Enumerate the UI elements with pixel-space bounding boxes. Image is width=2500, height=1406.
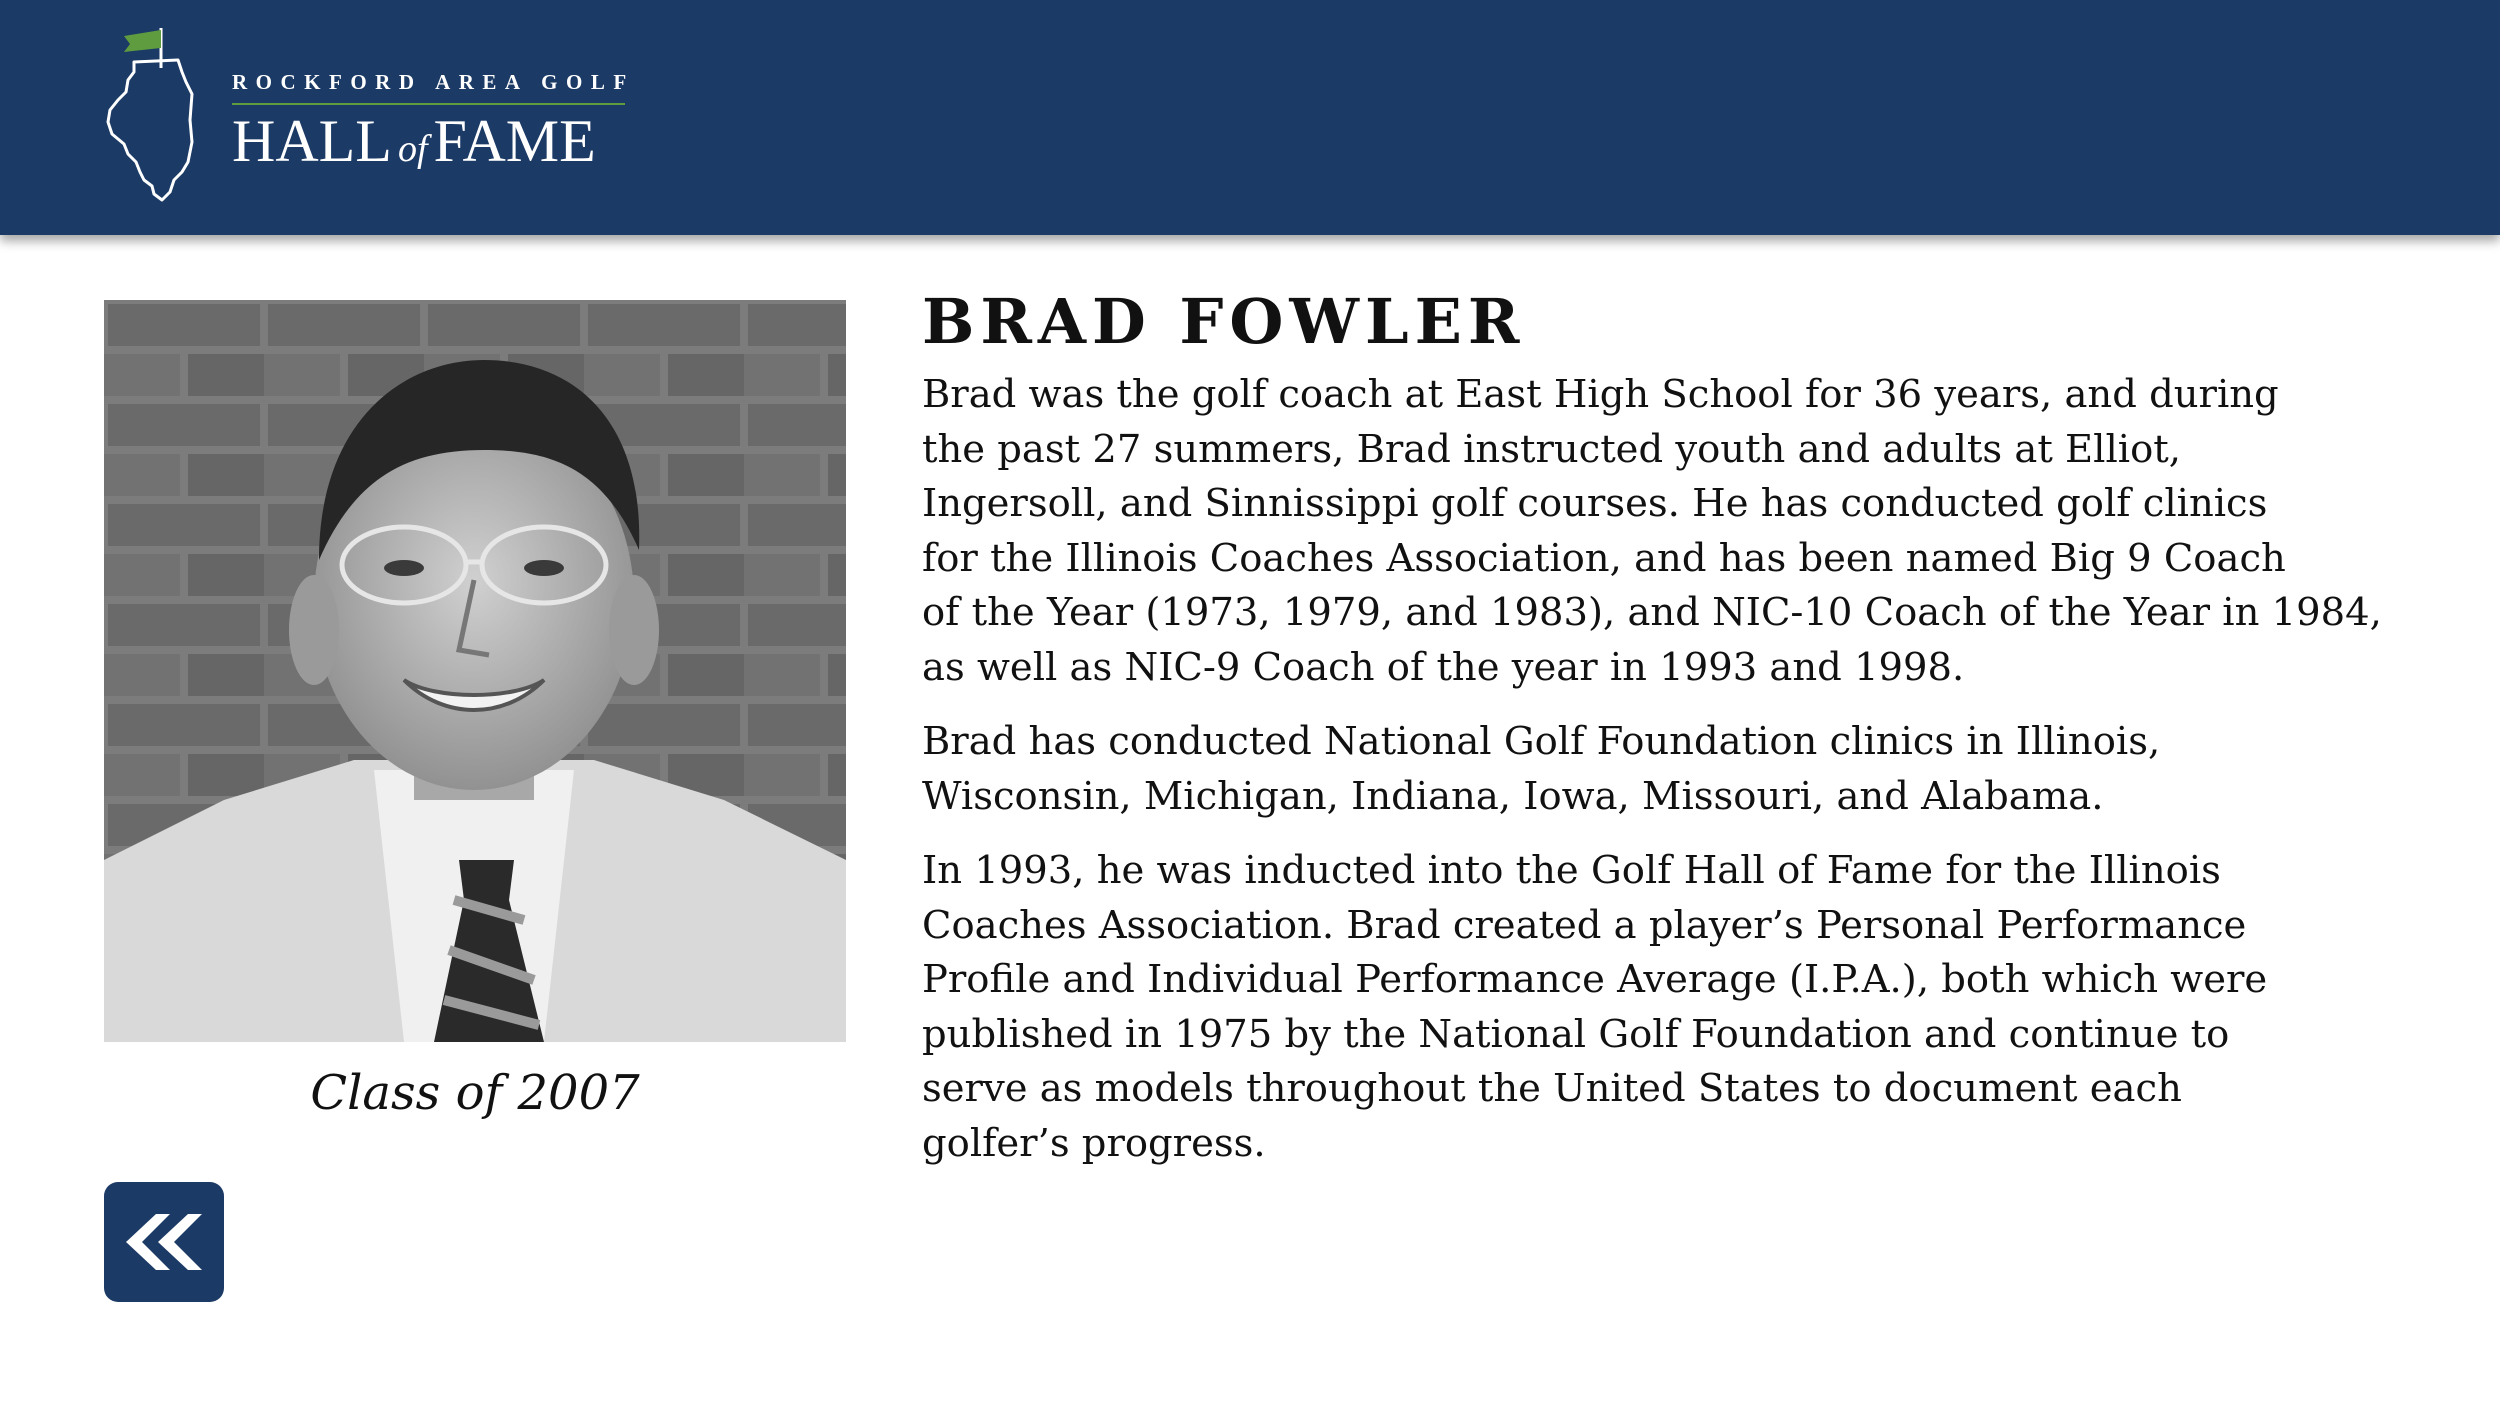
bio-line: serve as models throughout the United States to document each <box>922 1066 2182 1111</box>
bio-paragraph-1 <box>922 368 2402 695</box>
logo-divider <box>232 103 625 105</box>
logo-title <box>232 108 635 179</box>
bio-line: In 1993, he was inducted into the Golf Hall of Fame for the Illinois <box>922 848 2221 893</box>
logo-of: of <box>397 128 428 170</box>
bio-line: of the Year (1973, 1979, and 1983), and NIC-10 Coach of the Year in 1984, <box>922 590 2382 635</box>
logo-hall: HALL <box>232 108 392 174</box>
bio-line: Coaches Association. Brad created a player’s Personal Performance <box>922 902 2247 948</box>
logo-subtitle: ROCKFORD AREA GOLF <box>232 70 635 94</box>
bio-line: golfer’s progress. <box>922 1120 1266 1166</box>
hall-of-fame-logo[interactable] <box>100 22 660 202</box>
bio-line: Wisconsin, Michigan, Indiana, Iowa, Missouri, and Alabama. <box>922 773 2104 819</box>
bio-line: Brad was the golf coach at East High School for 36 years, and during <box>922 372 2279 417</box>
logo-wordmark <box>232 70 635 179</box>
bio-line: the past 27 summers, Brad instructed youth and adults at Elliot, <box>922 426 2181 472</box>
illinois-flag-icon <box>100 22 200 202</box>
bio-paragraph-2 <box>922 715 2402 824</box>
portrait-photo <box>104 300 846 1042</box>
bio-line: published in 1975 by the National Golf Foundation and continue to <box>922 1011 2230 1057</box>
inductee-bio <box>922 286 2402 1191</box>
inductee-photo <box>104 300 846 1042</box>
bio-line: Ingersoll, and Sinnissippi golf courses. He has conducted golf clinics <box>922 481 2268 526</box>
bio-line: as well as NIC-9 Coach of the year in 1993 and 1998. <box>922 644 1965 690</box>
bio-line: Brad has conducted National Golf Foundation clinics in Illinois, <box>922 719 2161 764</box>
inductee-name: BRAD FOWLER <box>922 285 1526 358</box>
logo-fame: FAME <box>433 108 596 174</box>
header-bar <box>0 0 2500 235</box>
bio-line: for the Illinois Coaches Association, and has been named Big 9 Coach <box>922 535 2286 581</box>
class-year-caption: Class of 2007 <box>310 1065 640 1121</box>
double-chevron-left-icon <box>126 1214 202 1270</box>
bio-paragraph-3 <box>922 844 2402 1171</box>
back-button[interactable] <box>104 1182 224 1302</box>
bio-line: Profile and Individual Performance Average (I.P.A.), both which were <box>922 957 2268 1002</box>
